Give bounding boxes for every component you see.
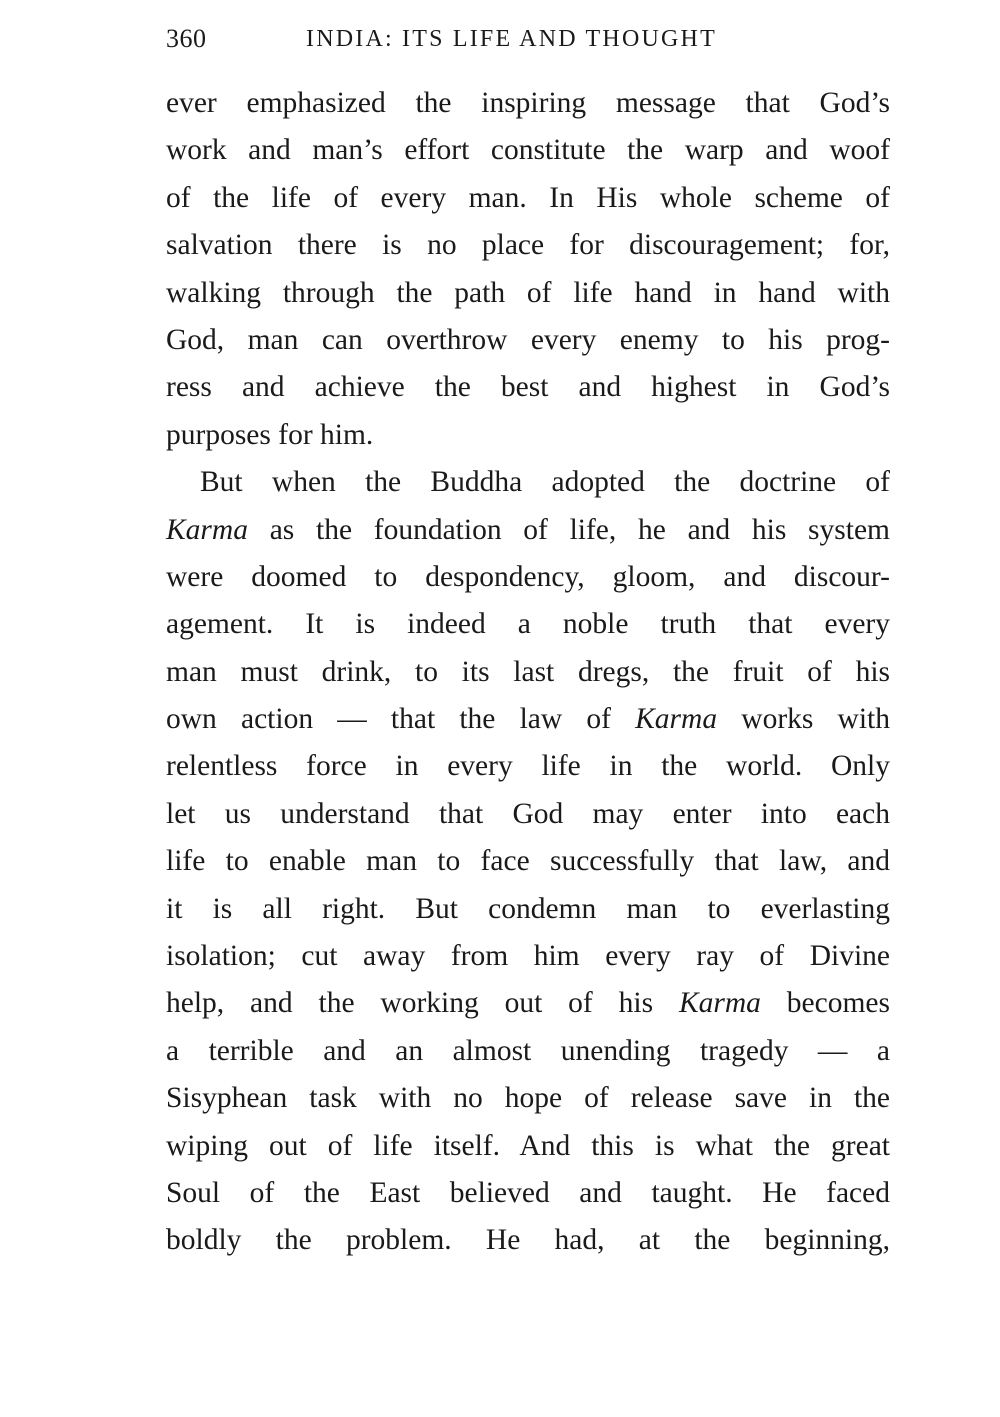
text-line: own action — that the law of Karma works with bbox=[166, 703, 890, 736]
italic-term: Karma bbox=[635, 703, 718, 736]
body-text bbox=[166, 80, 890, 1265]
paragraph bbox=[166, 80, 890, 459]
text-line: agement. It is indeed a noble truth that every bbox=[166, 608, 890, 641]
paragraph bbox=[166, 459, 890, 1265]
text-line: life to enable man to face successfully that law, and bbox=[166, 845, 890, 878]
text-line: salvation there is no place for discouragement; for, bbox=[166, 229, 890, 262]
text-line: God, man can overthrow every enemy to his prog- bbox=[166, 323, 890, 356]
text-line: work and man’s effort constitute the warp and woof bbox=[166, 134, 890, 167]
text-line: of the life of every man. In His whole scheme of bbox=[166, 181, 890, 214]
text-line: isolation; cut away from him every ray of Divine bbox=[166, 940, 890, 973]
text-line: Sisyphean task with no hope of release save in the bbox=[166, 1082, 890, 1115]
running-head bbox=[166, 22, 890, 56]
text-line: ress and achieve the best and highest in God’s bbox=[166, 371, 890, 404]
text-line: ever emphasized the inspiring message that God’s bbox=[166, 87, 890, 119]
text-line: were doomed to despondency, gloom, and discour- bbox=[166, 560, 890, 593]
text-line: But when the Buddha adopted the doctrine of bbox=[200, 466, 890, 499]
text-line: let us understand that God may enter into each bbox=[166, 797, 890, 830]
text-line: relentless force in every life in the world. Only bbox=[166, 750, 890, 783]
text-line: wiping out of life itself. And this is what the great bbox=[166, 1129, 890, 1162]
italic-term: Karma bbox=[166, 513, 248, 546]
page-number: 360 bbox=[166, 24, 207, 53]
running-title: INDIA: ITS LIFE AND THOUGHT bbox=[306, 26, 717, 52]
text-line: it is all right. But condemn man to everlasting bbox=[166, 892, 890, 925]
text-line: purposes for him. bbox=[166, 418, 374, 451]
text-line: man must drink, to its last dregs, the fruit of his bbox=[166, 655, 890, 688]
text-line: Soul of the East believed and taught. He faced bbox=[166, 1176, 890, 1209]
text-line: boldly the problem. He had, at the beginning, bbox=[166, 1224, 890, 1257]
text-line: Karma as the foundation of life, he and his system bbox=[166, 513, 890, 546]
text-line: walking through the path of life hand in hand with bbox=[166, 276, 890, 309]
italic-term: Karma bbox=[678, 987, 761, 1020]
text-line: help, and the working out of his Karma becomes bbox=[166, 987, 890, 1020]
text-line: a terrible and an almost unending tragedy — a bbox=[166, 1034, 890, 1067]
